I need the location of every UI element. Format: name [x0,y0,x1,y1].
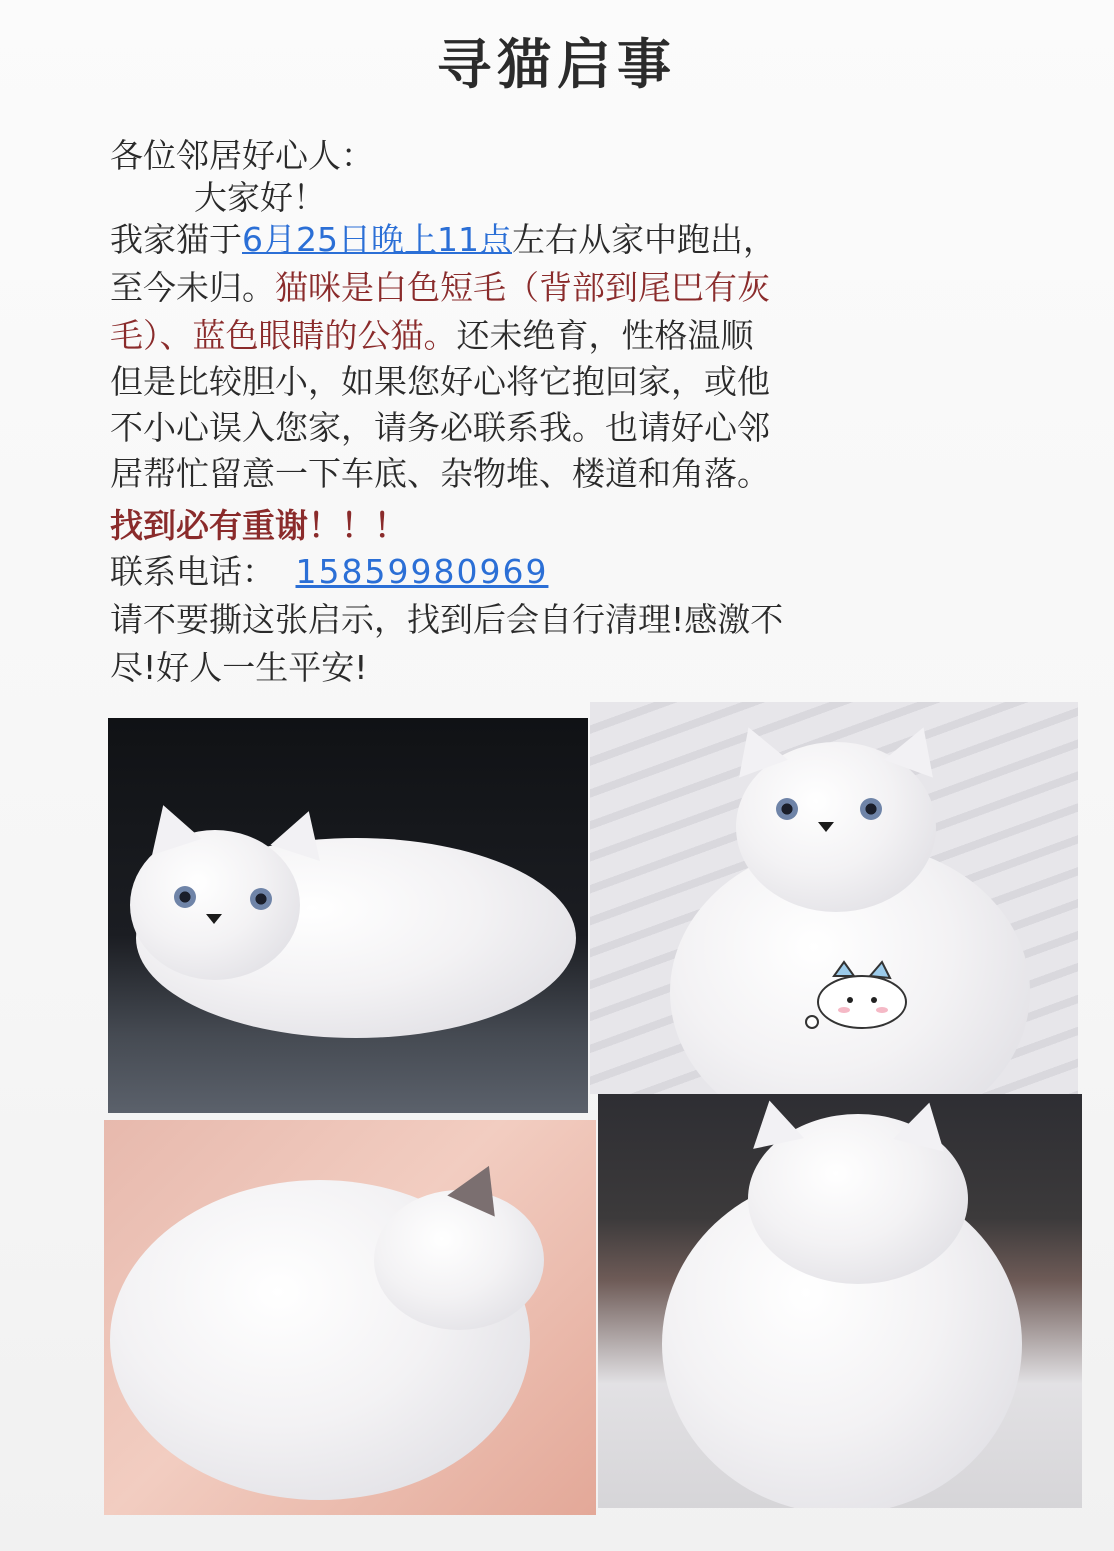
cat-photo-lying [108,718,588,1113]
body-line-4: 但是比较胆小，如果您好心将它抱回家，或他 [110,362,770,401]
cat-photo-back [598,1094,1082,1508]
contact-line [110,552,548,592]
cat-head [374,1190,544,1330]
contact-phone[interactable]: 15859980969 [295,552,549,591]
cat-eye-left [174,886,196,908]
poster-title: 寻猫启事 [437,33,677,96]
body-line-2-pre: 至今未归。 [110,268,275,307]
hello-line: 大家好！ [194,178,326,217]
body-line-3-post: 还未绝育，性格温顺 [456,316,754,355]
cat-eye-right [860,798,882,820]
body-line-2 [110,268,770,308]
body-line-1 [110,220,776,260]
footer-line-2: 尽!好人一生平安! [110,648,368,687]
reward-line: 找到必有重谢！！！ [110,506,407,545]
cat-description-2: 毛）、蓝色眼睛的公猫。 [110,316,457,355]
cat-nose [818,822,834,832]
cat-photo-sleeping [104,1120,596,1515]
greeting-line: 各位邻居好心人： [110,136,374,175]
cat-description-1: 猫咪是白色短毛（背部到尾巴有灰 [275,268,770,307]
body-line-1-pre: 我家猫于 [110,220,242,259]
body-line-1-post: 左右从家中跑出， [511,220,776,259]
footer-line-1: 请不要撕这张启示，找到后会自行清理!感激不 [110,600,784,639]
cat-eye-right [250,888,272,910]
cat-photo-facing [590,702,1078,1094]
body-line-3 [110,316,754,356]
escape-time: 6月25日晚上11点 [242,220,512,259]
body-line-6: 居帮忙留意一下车底、杂物堆、楼道和角落。 [110,454,770,493]
cartoon-sticker-icon [800,960,912,1030]
cat-nose [206,914,222,924]
cat-eye-left [776,798,798,820]
contact-label: 联系电话： [110,552,275,591]
body-line-5: 不小心误入您家，请务必联系我。也请好心邻 [110,408,770,447]
